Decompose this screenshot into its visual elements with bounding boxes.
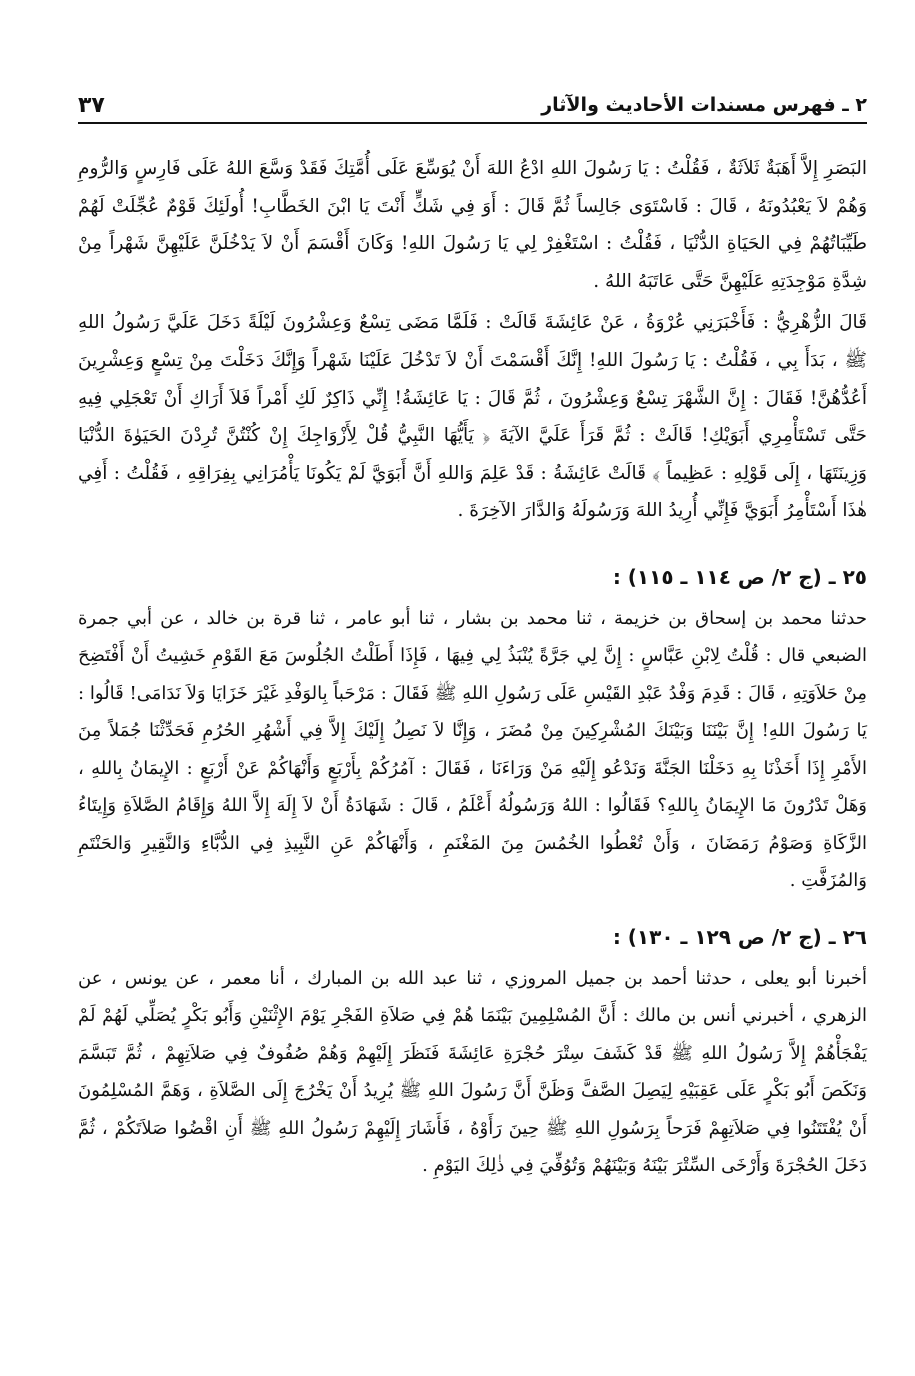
page-content — [78, 150, 867, 1185]
paragraph-2: قَالَ الزُّهْرِيُّ : فَأَخْبَرَنِي عُرْوَةُ ، عَنْ عَائِشَةَ قَالَتْ : فَلَمَّا مَضَى تِسْعٌ وَعِشْرُونَ لَيْلَةً دَخَلَ عَلَيَّ رَسُولُ اللهِ ﷺ ، بَدَأَ بِي ، فَقُلْتُ : يَا رَسُولَ اللهِ! إِنَّكَ أَقْسَمْتَ أَنْ لاَ تَدْخُلَ عَلَيْنَا شَهْراً وَإِنَّكَ دَخَلْتَ مِنْ تِسْعٍ وَعِشْرِينَ أَعُدُّهُنَّ! فَقَالَ : إِنَّ الشَّهْرَ تِسْعٌ وَعِشْرُونَ ، ثُمَّ قَالَ : يَا عَائِشَةُ! إِنِّي ذَاكِرٌ لَكِ أَمْراً فَلاَ أَرَاكِ أَنْ تَعْجَلِي فِيهِ حَتَّى تَسْتَأْمِرِي أَبَوَيْكِ! قَالَتْ : ثُمَّ قَرَأَ عَلَيَّ الآيَةَ ﴿ يَأَيُّهَا النَّبِيُّ قُلْ لِأَزْوَاجِكَ إِنْ كُنْتُنَّ تُرِدْنَ الحَيَوٰةَ الدُّنْيَا وَزِينَتَهَا ، إِلَى قَوْلِهِ : عَظِيماً ﴾ قَالَتْ عَائِشَةُ : قَدْ عَلِمَ وَاللهِ أَنَّ أَبَوَيَّ لَمْ يَكُونَا يَأْمُرَانِي بِفِرَاقِهِ ، فَقُلْتُ : أَفِي هٰذَا أَسْتَأْمِرُ أَبَوَيَّ فَإِنِّي أُرِيدُ اللهَ وَرَسُولَهُ وَالدَّارَ الآخِرَةَ . — [78, 312, 867, 522]
hadith-26-text: أخبرنا أبو يعلى ، حدثنا أحمد بن جميل المروزي ، ثنا عبد الله بن المبارك ، أنا معمر ، عن يونس ، عن الزهري ، أخبرني أنس بن مالك : أَنَّ المُسْلِمِينَ بَيْنَمَا هُمْ فِي صَلاَةِ الفَجْرِ يَوْمَ الإِثْنَيْنِ وَأَبُو بَكْرٍ يُصَلِّي لَهُمْ لَمْ يَفْجَأْهُمْ إِلاَّ رَسُولُ اللهِ ﷺ قَدْ كَشَفَ سِتْرَ حُجْرَةِ عَائِشَةَ فَنَظَرَ إِلَيْهِمْ وَهُمْ صُفُوفٌ فِي صَلاَتِهِمْ ، ثُمَّ تَبَسَّمَ وَنَكَصَ أَبُو بَكْرٍ عَلَى عَقِبَيْهِ لِيَصِلَ الصَّفَّ وَظَنَّ أَنَّ رَسُولَ اللهِ ﷺ يُرِيدُ أَنْ يَخْرُجَ إِلَى الصَّلاَةِ ، وَهَمَّ المُسْلِمُونَ أَنْ يُفْتَتَنُوا فِي صَلاَتِهِمْ فَرَحاً بِرَسُولِ اللهِ ﷺ حِينَ رَأَوْهُ ، فَأَشَارَ إِلَيْهِمْ رَسُولُ اللهِ ﷺ أَنِ اقْضُوا صَلاَتَكُمْ ، ثُمَّ دَخَلَ الحُجْرَةَ وَأَرْخَى السِّتْرَ بَيْنَهُ وَبَيْنَهُمْ وَتُوُفِّيَ فِي ذٰلِكَ اليَوْمِ . — [78, 967, 867, 1177]
hadith-26-heading: ٢٦ ـ (ج ٢/ ص ١٢٩ ـ ١٣٠) : — [612, 924, 867, 949]
running-title: ٢ ـ فهرس مسندات الأحاديث والآثار — [541, 94, 867, 116]
page-number: ٣٧ — [78, 92, 105, 118]
page-header — [78, 88, 867, 124]
hadith-25-heading: ٢٥ ـ (ج ٢/ ص ١١٤ ـ ١١٥) : — [612, 564, 867, 589]
hadith-25-text: حدثنا محمد بن إسحاق بن خزيمة ، ثنا محمد بن بشار ، ثنا أبو عامر ، ثنا قرة بن خالد ، عن أبي جمرة الضبعي قال : قُلْتُ لِابْنِ عَبَّاسٍ : إِنَّ لِي جَرَّةً يُنْبَذُ لِي فِيهَا ، فَإِذَا أَطَلْتُ الجُلُوسَ مَعَ القَوْمِ خَشِيتُ أَنْ أَفْتَضِحَ مِنْ حَلاَوَتِهِ ، قَالَ : قَدِمَ وَفْدُ عَبْدِ القَيْسِ عَلَى رَسُولِ اللهِ ﷺ فَقَالَ : مَرْحَباً بِالوَفْدِ غَيْرَ خَزَايَا وَلاَ نَدَامَى! قَالُوا : يَا رَسُولَ اللهِ! إِنَّ بَيْنَنَا وَبَيْنَكَ المُشْرِكِينَ مِنْ مُضَرَ ، وَإِنَّا لاَ نَصِلُ إِلَيْكَ إِلاَّ فِي أَشْهُرِ الحُرُمِ فَحَدِّثْنَا جُمَلاً مِنَ الأَمْرِ إِذَا أَخَذْنَا بِهِ دَخَلْنَا الجَنَّةَ وَنَدْعُو إِلَيْهِ مَنْ وَرَاءَنَا ، فَقَالَ : آمُرُكُمْ بِأَرْبَعٍ وَأَنْهَاكُمْ عَنْ أَرْبَعٍ : الإِيمَانُ بِاللهِ ، وَهَلْ تَدْرُونَ مَا الإِيمَانُ بِاللهِ؟ فَقَالُوا : اللهُ وَرَسُولُهُ أَعْلَمُ ، قَالَ : شَهَادَةُ أَنْ لاَ إِلَهَ إِلاَّ اللهُ وَإِقَامُ الصَّلاَةِ وَإِيتَاءُ الزَّكَاةِ وَصَوْمُ رَمَضَانَ ، وَأَنْ تُعْطُوا الخُمُسَ مِنَ المَغْنَمِ ، وَأَنْهَاكُمْ عَنِ النَّبِيذِ فِي الدُّبَّاءِ وَالنَّقِيرِ وَالحَنْتَمِ وَالمُزَفَّتِ . — [78, 607, 867, 892]
paragraph-1: البَصَرِ إِلاَّ أَهَبَةٌ ثَلاَثَةٌ ، فَقُلْتُ : يَا رَسُولَ اللهِ ادْعُ اللهَ أَنْ يُوَسِّعَ عَلَى أُمَّتِكَ فَقَدْ وَسَّعَ اللهُ عَلَى فَارِسٍ وَالرُّومِ وَهُمْ لاَ يَعْبُدُونَهُ ، قَالَ : فَاسْتَوَى جَالِساً ثُمَّ قَالَ : أَوَ فِي شَكٍّ أَنْتَ يَا ابْنَ الخَطَّابِ! أُولَئِكَ قَوْمٌ عُجِّلَتْ لَهُمْ طَيِّبَاتُهُمْ فِي الحَيَاةِ الدُّنْيَا ، فَقُلْتُ : اسْتَغْفِرْ لِي يَا رَسُولَ اللهِ! وَكَانَ أَقْسَمَ أَنْ لاَ يَدْخُلَنَّ عَلَيْهِنَّ شَهْراً مِنْ شِدَّةِ مَوْجِدَتِهِ عَلَيْهِنَّ حَتَّى عَاتَبَهُ اللهُ . — [78, 158, 867, 292]
